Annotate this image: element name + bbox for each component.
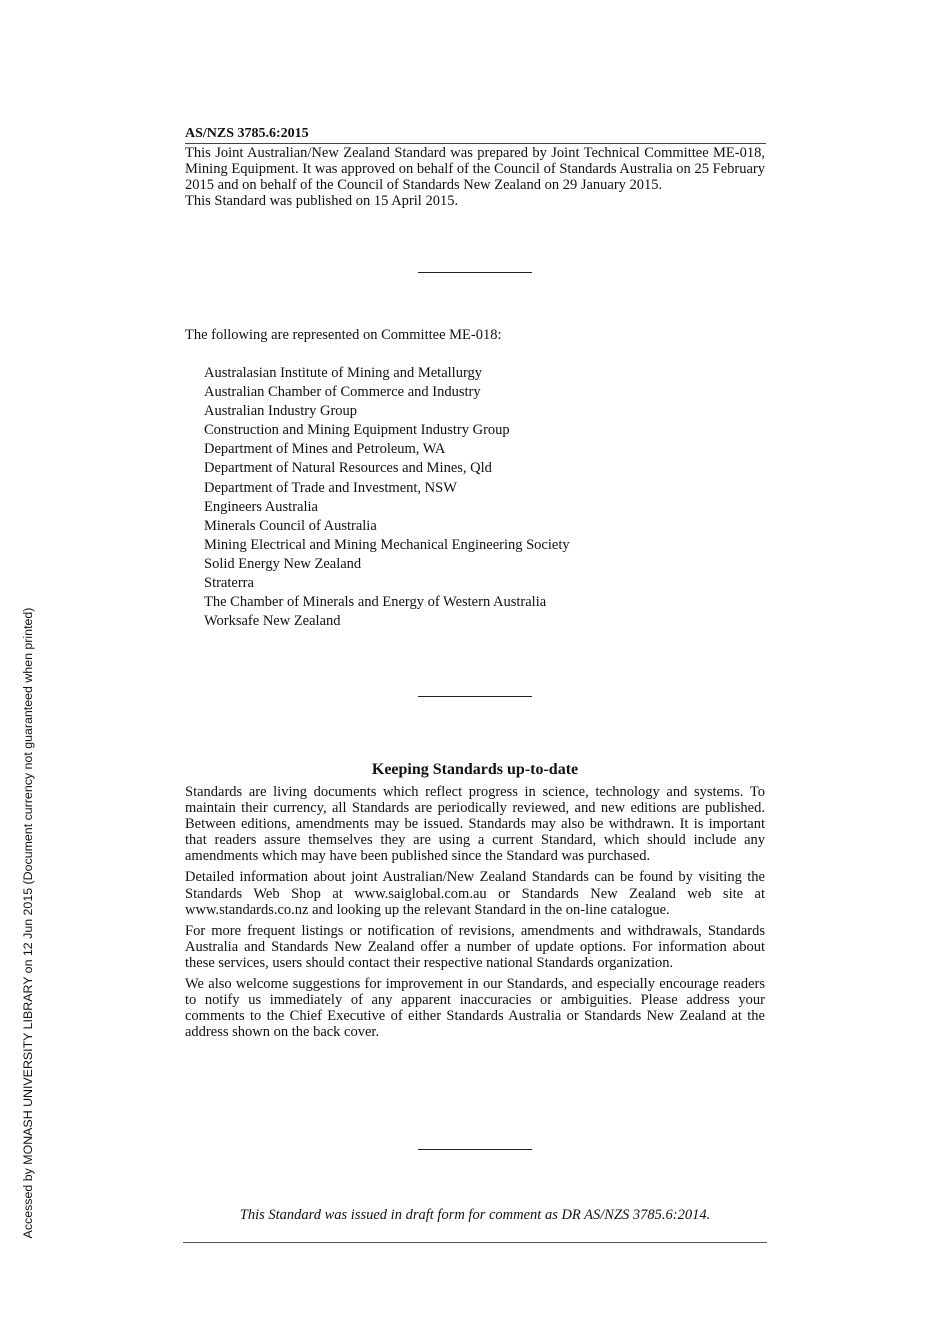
keeping-standards-body — [185, 784, 765, 1045]
section-divider — [418, 696, 532, 697]
preparation-paragraph: This Joint Australian/New Zealand Standard was prepared by Joint Technical Committee ME-018, Mining Equipment. It was approved on behalf of the Council of Standards Australia on 25 February 2015 and on behalf of the Council of Standards New Zealand on 29 January 2015. — [185, 145, 765, 193]
committee-member: Department of Natural Resources and Mines, Qld — [204, 460, 492, 477]
committee-member: Minerals Council of Australia — [204, 517, 377, 534]
committee-member: Australian Chamber of Commerce and Industry — [204, 384, 481, 401]
committee-member: Worksafe New Zealand — [204, 613, 341, 630]
access-watermark: Accessed by MONASH UNIVERSITY LIBRARY on 12 Jun 2015 (Document currency not guaranteed when printed) — [21, 607, 35, 1239]
keeping-paragraph: Standards are living documents which reflect progress in science, technology and systems. To maintain their currency, all Standards are periodically reviewed, and new editions are published. Between editions, amendments may be issued. Standards may also be withdrawn. It is important that readers assure themselves they are using a current Standard, which should include any amendments which may have been published since the Standard was purchased. — [185, 784, 765, 865]
footer-rule — [183, 1242, 767, 1243]
committee-member: Australian Industry Group — [204, 403, 358, 420]
header-rule — [185, 143, 766, 144]
committee-member: Department of Mines and Petroleum, WA — [204, 441, 446, 458]
draft-note: This Standard was issued in draft form for comment as DR AS/NZS 3785.6:2014. — [239, 1207, 711, 1223]
standard-id: AS/NZS 3785.6:2015 — [185, 126, 309, 141]
section-divider — [418, 272, 532, 273]
publication-date: This Standard was published on 15 April 2015. — [185, 193, 459, 209]
keeping-paragraph: For more frequent listings or notification of revisions, amendments and withdrawals, Standards Australia and Standards New Zealand offer a number of update options. For information about these services, users should contact their respective national Standards organization. — [185, 922, 765, 971]
section-divider — [418, 1149, 532, 1150]
committee-member: The Chamber of Minerals and Energy of Western Australia — [204, 594, 547, 611]
committee-heading: The following are represented on Committee ME-018: — [185, 327, 502, 343]
keeping-standards-heading: Keeping Standards up-to-date — [371, 761, 579, 778]
committee-member: Australasian Institute of Mining and Metallurgy — [204, 365, 483, 381]
committee-member: Straterra — [204, 575, 254, 592]
keeping-paragraph: Detailed information about joint Australian/New Zealand Standards can be found by visiting the Standards Web Shop at www.saiglobal.com.au or Standards New Zealand web site at www.standards.co.nz and looking up the relevant Standard in the on-line catalogue. — [185, 869, 765, 918]
committee-member: Construction and Mining Equipment Industry Group — [204, 422, 510, 439]
committee-member: Department of Trade and Investment, NSW — [204, 479, 457, 496]
committee-member: Mining Electrical and Mining Mechanical Engineering Society — [204, 536, 570, 553]
preparation-notice — [185, 145, 765, 209]
committee-member: Engineers Australia — [204, 498, 318, 515]
committee-member: Solid Energy New Zealand — [204, 555, 362, 572]
keeping-paragraph: We also welcome suggestions for improvement in our Standards, and especially encourage readers to notify us immediately of any apparent inaccuracies or ambiguities. Please address your comments to the Chief Executive of either Standards Australia or Standards New Zealand at the address shown on the back cover. — [185, 976, 765, 1041]
committee-list — [204, 364, 570, 631]
